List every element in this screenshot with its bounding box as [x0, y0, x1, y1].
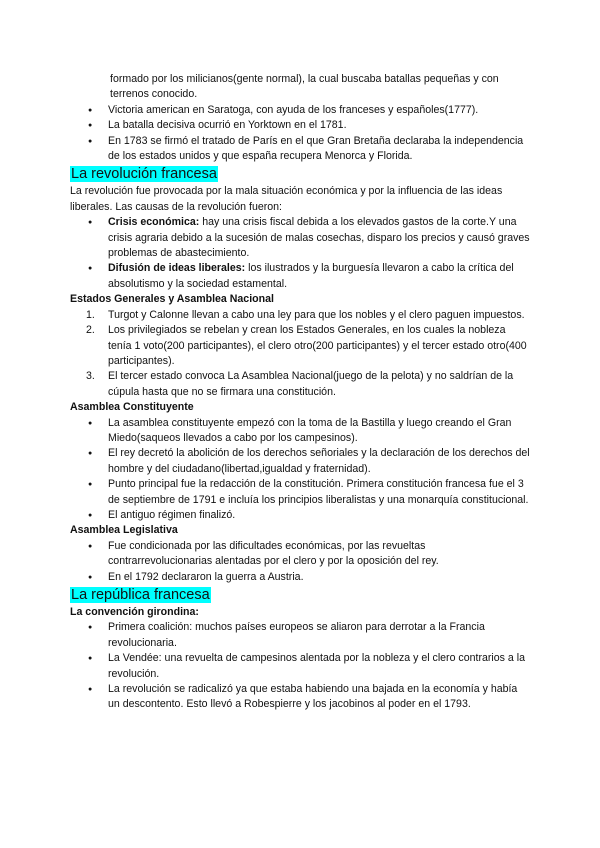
list-item: ● La batalla decisiva ocurrió en Yorktown en el 1781. [70, 118, 530, 133]
asamblea-legislativa-list [70, 539, 530, 585]
estados-generales-list [70, 308, 530, 400]
causes-list [70, 215, 530, 292]
list-item [70, 369, 530, 400]
list-item: ● Victoria american en Saratoga, con ayuda de los franceses y españoles(1777). [70, 103, 530, 118]
heading-estados-generales: Estados Generales y Asamblea Nacional [70, 293, 274, 306]
asamblea-constituyente-list [70, 416, 530, 524]
cause-term: Difusión de ideas liberales: [108, 262, 246, 275]
heading-revolucion-francesa: La revolución francesa [71, 166, 217, 183]
heading-asamblea-constituyente: Asamblea Constituyente [70, 401, 194, 414]
heading-asamblea-legislativa: Asamblea Legislativa [70, 524, 178, 537]
list-item: ● Punto principal fue la redacción de la constitución. Primera constitución francesa fue el 3 de septiembre de 1791 e incluía los principios liberalistas y una monarquía constitucional. [70, 477, 530, 508]
list-number: 3. [86, 370, 95, 383]
list-item: ● En 1783 se firmó el tratado de París en el que Gran Bretaña declaraba la independencia de los estados unidos y que españa recupera Menorca y Florida. [70, 134, 530, 165]
list-item: ● La asamblea constituyente empezó con la toma de la Bastilla y luego creando el Gran Miedo(saqueos llevados a cabo por los campesinos). [70, 416, 530, 447]
list-item [70, 261, 530, 292]
list-item-text: Turgot y Calonne llevan a cabo una ley para que los nobles y el clero paguen impuestos. [108, 308, 525, 321]
convencion-girondina-list [70, 620, 530, 712]
list-item-text: Los privilegiados se rebelan y crean los Estados Generales, en los cuales la nobleza tenía 1 voto(200 participantes), el clero otro(200 participantes) y el tercer estado otro(400 participantes). [108, 324, 527, 367]
list-number: 1. [86, 308, 95, 321]
intro-list [70, 103, 530, 165]
cause-text: los ilustrados y la burguesía llevaron a cabo la crítica del absolutismo y la sociedad estamental. [108, 262, 514, 290]
document-page [70, 72, 530, 713]
list-number: 2. [86, 324, 95, 337]
list-item: ● Fue condicionada por las dificultades económicas, por las revueltas contrarrevolucionarias alentadas por el clero y por la oposición del rey. [70, 539, 530, 570]
list-item: ● La Vendée: una revuelta de campesinos alentada por la nobleza y el clero contrarios a la revolución. [70, 651, 530, 682]
list-item [70, 308, 530, 323]
list-item [70, 323, 530, 369]
cause-text: hay una crisis fiscal debida a los elevados gastos de la corte.Y una crisis agraria debido a la sucesión de malas cosechas, disparo los precios y causó graves problemas de abastecimiento. [108, 216, 530, 260]
cause-term: Crisis económica: [108, 216, 200, 229]
list-item: ● El antiguo régimen finalizó. [70, 508, 530, 523]
heading-republica-francesa: La república francesa [71, 587, 210, 603]
list-item [70, 215, 530, 261]
list-item: ● La revolución se radicalizó ya que estaba habiendo una bajada en la economía y había un descontento. Esto llevó a Robespierre y los jacobinos al poder en el 1793. [70, 682, 530, 713]
list-item-text: El tercer estado convoca La Asamblea Nacional(juego de la pelota) y no saldrían de la cúpula hasta que no se firmara una constitución. [108, 370, 514, 398]
paragraph-continuation: formado por los milicianos(gente normal), la cual buscaba batallas pequeñas y con terrenos conocido. [110, 73, 499, 101]
list-item: ● El rey decretó la abolición de los derechos señoriales y la declaración de los derechos del hombre y del ciudadano(libertad,igualdad y fraternidad). [70, 446, 530, 477]
paragraph-causes: La revolución fue provocada por la mala situación económica y por la influencia de las ideas liberales. Las causas de la revolución fueron: [70, 185, 503, 213]
heading-convencion-girondina: La convención girondina: [70, 606, 199, 618]
list-item: ● En el 1792 declararon la guerra a Austria. [70, 570, 530, 585]
list-item: ● Primera coalición: muchos países europeos se aliaron para derrotar a la Francia revolucionaria. [70, 620, 530, 651]
